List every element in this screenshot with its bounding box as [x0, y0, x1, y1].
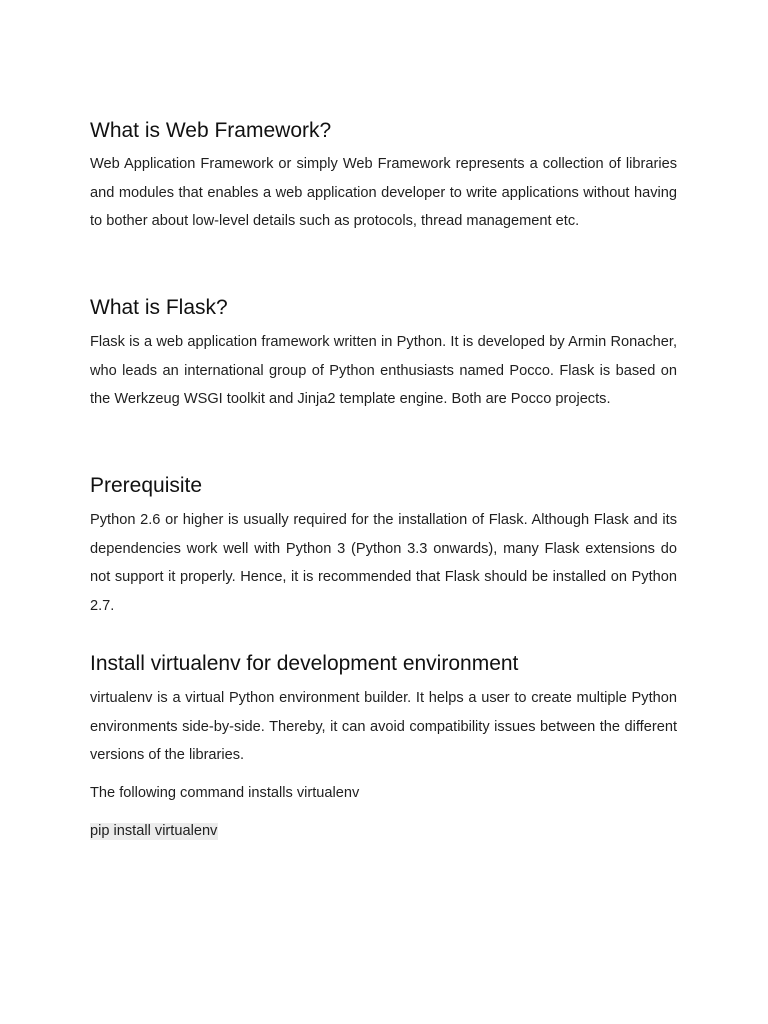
heading-install-virtualenv: Install virtualenv for development environment	[90, 652, 519, 675]
paragraph-prerequisite: Python 2.6 or higher is usually required for the installation of Flask. Although Flask and its dependencies work well with Python 3 (Python 3.3 onwards), many Flask extensions do not support it properly. Hence, it is recommended that Flask should be installed on Python 2.7.	[90, 512, 677, 614]
heading-prerequisite: Prerequisite	[90, 474, 203, 497]
paragraph-flask: Flask is a web application framework written in Python. It is developed by Armin Ronacher, who leads an international group of Python enthusiasts named Pocco. Flask is based on the Werkzeug WSGI toolkit and Jinja2 template engine. Both are Pocco projects.	[90, 334, 677, 408]
code-block	[90, 822, 218, 840]
code-pip-install-virtualenv: pip install virtualenv	[90, 823, 218, 839]
paragraph-web-framework: Web Application Framework or simply Web Framework represents a collection of libraries and modules that enables a web application developer to write applications without having to bother about low-level details such as protocols, thread management etc.	[90, 156, 677, 230]
paragraph-command-intro: The following command installs virtualenv	[90, 785, 360, 801]
heading-what-is-flask: What is Flask?	[90, 296, 228, 319]
heading-what-is-web-framework: What is Web Framework?	[90, 119, 332, 142]
paragraph-virtualenv: virtualenv is a virtual Python environment builder. It helps a user to create multiple Python environments side-by-side. Thereby, it can avoid compatibility issues between the different versions of the libraries.	[90, 690, 677, 764]
